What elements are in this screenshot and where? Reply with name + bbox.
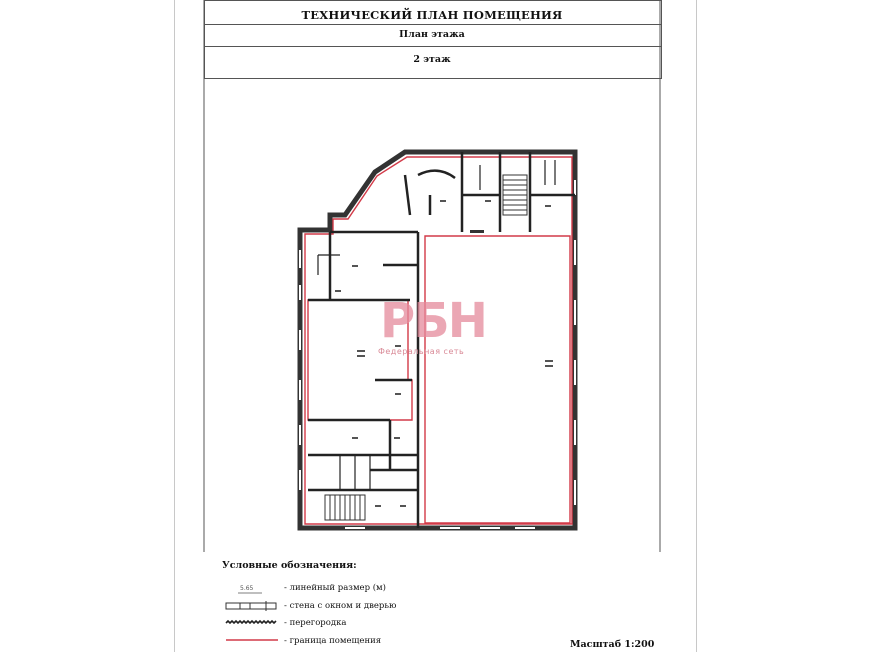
legend-item-partition: - перегородка [284,618,347,628]
floor-label: 2 этаж [413,54,451,65]
legend-item-wall: - стена с окном и дверью [284,601,397,611]
svg-text:5.65: 5.65 [240,585,254,592]
legend-item-boundary: - граница помещения [284,636,382,646]
legend-item-dimension: - линейный размер (м) [284,583,386,593]
page-subtitle: План этажа [399,29,465,40]
scale-label: Масштаб 1:200 [570,639,655,650]
page-title: ТЕХНИЧЕСКИЙ ПЛАН ПОМЕЩЕНИЯ [301,8,563,22]
legend-glyphs [226,585,278,640]
legend-title: Условные обозначения: [222,560,357,571]
watermark-logo: РБН [380,293,486,349]
watermark-tagline: Федеральная сеть [378,347,465,356]
